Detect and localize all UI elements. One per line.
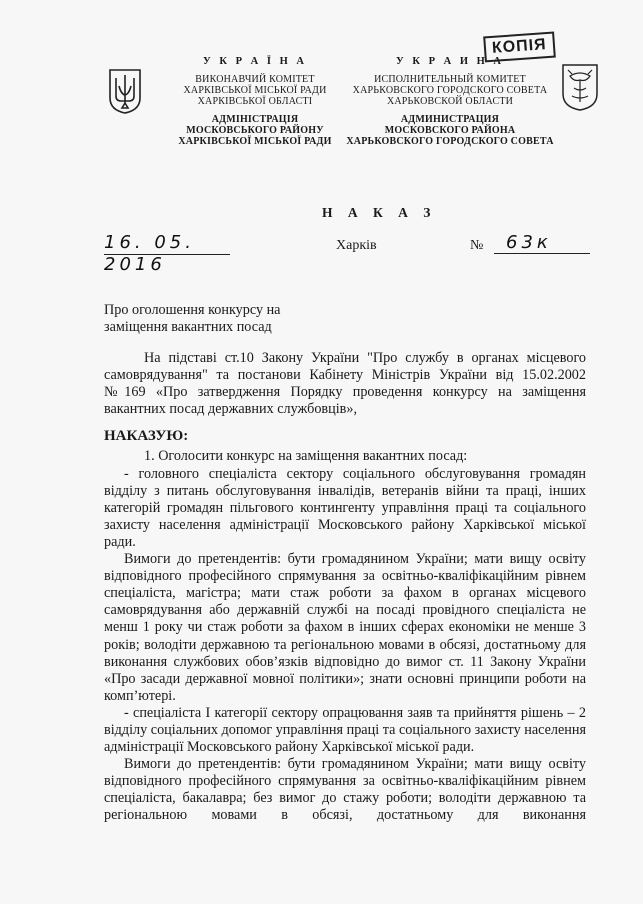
header-right-line: ХАРЬКОВСКОГО ГОРОДСКОГО СОВЕТА	[346, 136, 554, 147]
order-number-prefix: №	[470, 238, 484, 253]
header-right	[345, 56, 555, 147]
order-subject-line: Про оголошення конкурсу на	[104, 302, 281, 318]
header-left	[160, 56, 350, 147]
order-city: Харків	[336, 238, 377, 253]
header-right-line: ХАРЬКОВСКОГО ГОРОДСКОГО СОВЕТА	[352, 85, 548, 96]
position-1: - головного спеціаліста сектору соціального обслуговування громадян відділу з питань обслуговування інвалідів, ветеранів війни та праці, інших категорій громадян пільгового контингенту управління праці та соціального захисту населення адміністрації Московського району Харківської міської ради.	[104, 465, 586, 550]
header-left-line: ВИКОНАВЧИЙ КОМІТЕТ	[195, 74, 315, 85]
header-right-line: АДМИНИСТРАЦИЯ	[400, 114, 500, 125]
header-left-line: ХАРКІВСЬКОЇ МІСЬКОЇ РАДИ	[178, 136, 332, 147]
header-left-country: У К Р А Ї Н А	[203, 56, 307, 67]
order-number: 63к	[494, 232, 590, 254]
header-left-line: АДМІНІСТРАЦІЯ	[211, 114, 299, 125]
requirements-1: Вимоги до претендентів: бути громадянином України; мати вищу освіту відповідного професійного спрямування за освітньо-кваліфікаційним рівнем спеціаліста, магістра; мати стаж роботи за фахом в органах місцевого самоврядування або державній службі на посаді провідного спеціаліста не менш 1 року чи стаж роботи за фахом в інших сферах економіки не менше 3 років; володіти державною та регіональною мовами в обсязі, достатньому для виконання службових обов’язків відповідно до вимог ст. 11 Закону України «Про засади державної мовної політики»; знати основні принципи роботи на комп’ютері.	[104, 551, 586, 704]
order-body	[104, 350, 586, 825]
header-right-country: У К Р А И Н А	[396, 56, 504, 67]
header-left-line: ХАРКІВСЬКОЇ ОБЛАСТІ	[197, 96, 313, 107]
order-subject	[104, 302, 280, 336]
order-date: 16. 05. 2016	[104, 232, 230, 255]
header-right-line: МОСКОВСКОГО РАЙОНА	[384, 125, 516, 136]
requirements-2: Вимоги до претендентів: бути громадянином України; мати вищу освіту відповідного професійного спрямування за освітньо-кваліфікаційним рівнем спеціаліста, бакалавра; без вимог до стажу роботи; володіти державною та регіональною мовами в обсязі, достатньому для виконання	[104, 756, 586, 824]
header-left-line: ХАРКІВСЬКОЇ МІСЬКОЇ РАДИ	[183, 85, 327, 96]
nakazuyu-heading: НАКАЗУЮ:	[104, 428, 189, 445]
header-left-line: МОСКОВСЬКОГО РАЙОНУ	[186, 125, 324, 136]
position-2: - спеціаліста І категорії сектору опрацювання заяв та прийняття рішень – 2 відділу соціальних допомог управління праці та соціального захисту населення адміністрації Московського району Харківської міської ради.	[104, 704, 586, 756]
kharkiv-city-arms-icon	[560, 62, 600, 112]
item-1: 1. Оголосити конкурс на заміщення вакантних посад:	[144, 448, 468, 465]
header-right-line: ИСПОЛНИТЕЛЬНЫЙ КОМИТЕТ	[374, 74, 526, 85]
document-title: Н А К А З	[322, 205, 437, 220]
trident-coat-of-arms-icon	[108, 68, 142, 114]
preamble-paragraph: На підставі ст.10 Закону України "Про службу в органах місцевого самоврядування" та постанови Кабінету Міністрів України від 15.02.2002 №169 «Про затвердження Порядку проведення конкурсу на заміщення вакантних посад державних службовців»,	[104, 350, 586, 418]
order-subject-line: заміщення вакантних посад	[104, 319, 272, 335]
header-right-line: ХАРЬКОВСКОЙ ОБЛАСТИ	[386, 96, 514, 107]
copy-stamp: КОПІЯ	[483, 32, 555, 63]
